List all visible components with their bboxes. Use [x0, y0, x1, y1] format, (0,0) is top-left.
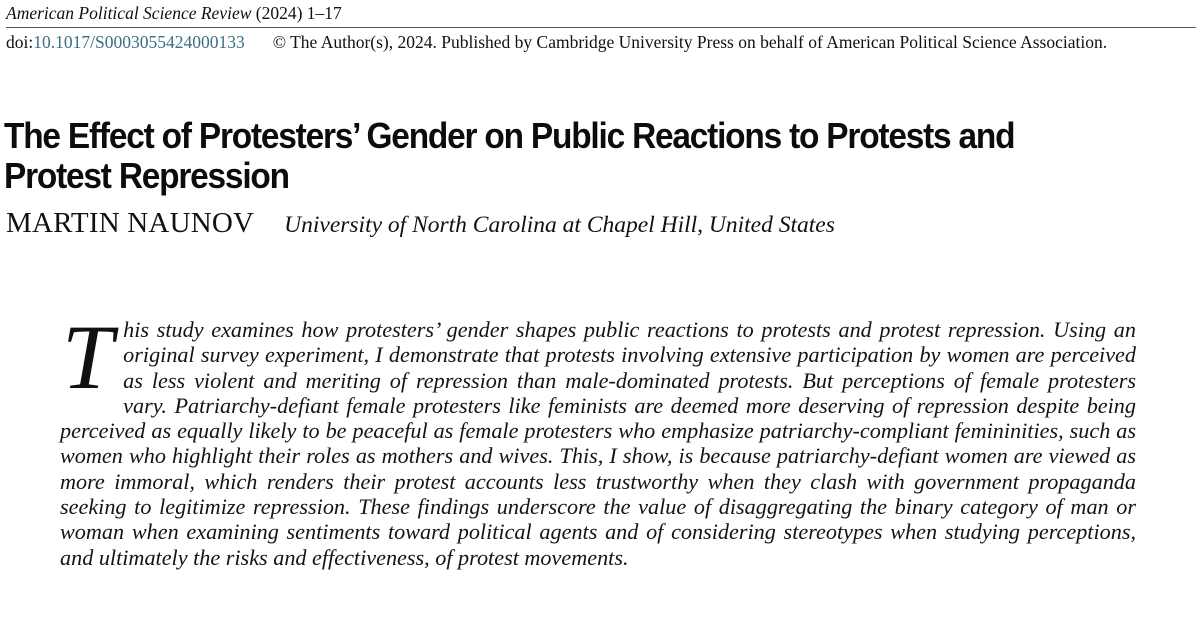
abstract [60, 306, 1136, 570]
author-line [6, 206, 1196, 240]
doi-prefix: doi: [6, 32, 34, 52]
author-name: MARTIN NAUNOV [6, 207, 255, 239]
article-meta [6, 30, 1198, 54]
abstract-text: his study examines how protesters’ gender shapes public reactions to protests and protest repression. Using an original survey experiment, I demonstrate that protests involving extensive participation by women are perceived as less violent and meriting of repression than male-dominated protests. But perceptions of female protesters vary. Patriarchy-defiant female protesters like feminists are deemed more deserving of repression despite being perceived as equally likely to be peaceful as female protesters who emphasize patriarchy-compliant femininities, such as women who highlight their roles as mothers and wives. This, I show, is because patriarchy-defiant women are viewed as more immoral, which renders their protest accounts less trustworthy when they clash with government propaganda seeking to legitimize repression. These findings underscore the value of disaggregating the binary category of man or woman when examining sentiments toward political agents and of considering stereotypes when studying perceptions, and ultimately the risks and effectiveness, of protest movements. [60, 317, 1136, 570]
journal-name: American Political Science Review [6, 3, 252, 23]
copyright-notice: © The Author(s), 2024. Published by Cambridge University Press on behalf of American Political Science Association. [272, 32, 1108, 52]
article-title: The Effect of Protesters’ Gender on Public Reactions to Protests and Protest Repression [4, 115, 1015, 196]
abstract-dropcap: T [62, 306, 114, 408]
author-affiliation: University of North Carolina at Chapel Hill, United States [284, 212, 835, 238]
doi-link[interactable]: 10.1017/S0003055424000133 [33, 32, 245, 52]
journal-year-pages: (2024) 1–17 [251, 3, 342, 23]
journal-header [6, 0, 1196, 28]
